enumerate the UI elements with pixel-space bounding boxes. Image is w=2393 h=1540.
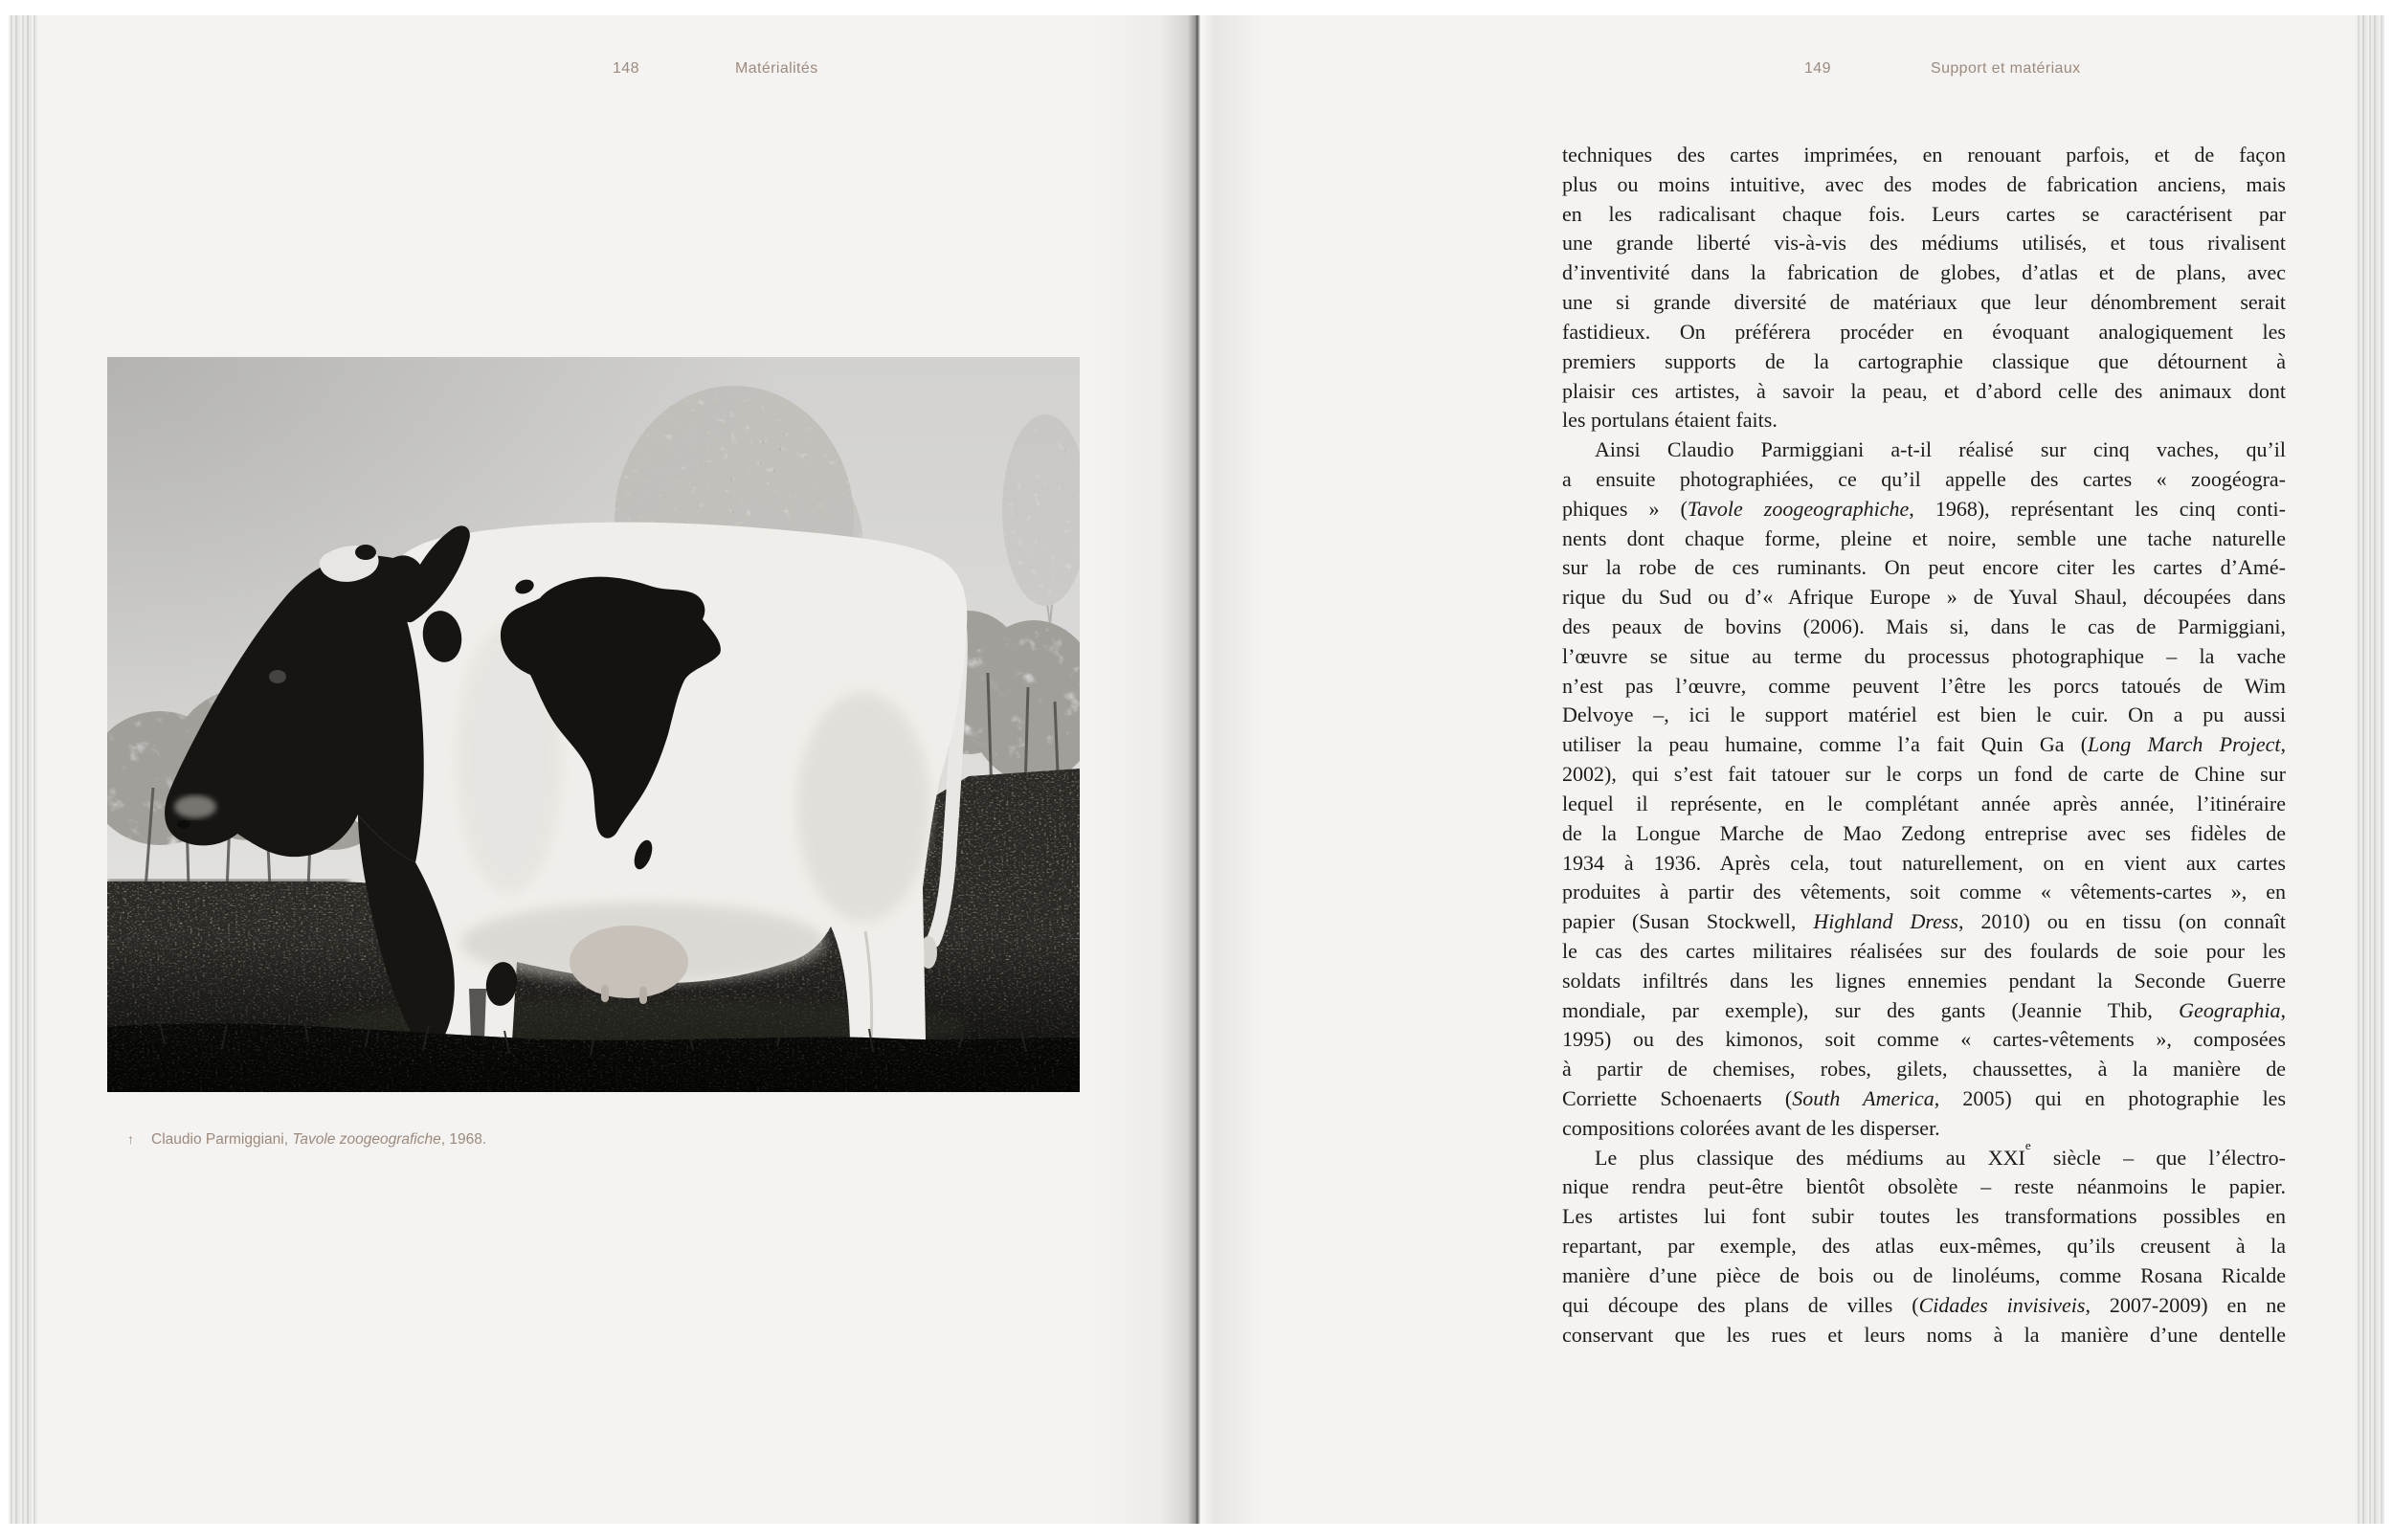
body-line: les portulans étaient faits.	[1562, 408, 1778, 433]
body-line: phiques » (Tavole zoogeographiche, 1968), représentant les cinq conti-	[1562, 496, 2286, 521]
body-line: conservant que les rues et leurs noms à la manière d’une dentelle	[1562, 1322, 2286, 1347]
body-line: d’inventivité dans la fabrication de globes, d’atlas et de plans, avec	[1562, 260, 2286, 285]
body-line: nique rendra peut-être bientôt obsolète – reste néanmoins le papier.	[1562, 1174, 2286, 1199]
body-line: plus ou moins intuitive, avec des modes de fabrication anciens, mais	[1562, 171, 2286, 196]
body-line: Le plus classique des médiums au XXIe siècle – que l’électro-	[1595, 1143, 2286, 1170]
right-page	[1197, 15, 2356, 1524]
body-text	[1562, 141, 2286, 1350]
body-line: Corriette Schoenaerts (South America, 2005) qui en photographie les	[1562, 1086, 2286, 1110]
body-line: soldats infiltrés dans les lignes ennemies pendant la Seconde Guerre	[1562, 968, 2286, 993]
body-line: plaisir ces artistes, à savoir la peau, et d’abord celle des animaux dont	[1562, 378, 2286, 403]
left-running-head: Matérialités	[735, 60, 818, 77]
body-line: Les artistes lui font subir toutes les transformations possibles en	[1562, 1204, 2286, 1229]
body-line: repartant, par exemple, des atlas eux-mêmes, qu’ils creusent à la	[1562, 1234, 2286, 1259]
body-line: techniques des cartes imprimées, en renouant parfois, et de façon	[1562, 143, 2286, 167]
body-line: Ainsi Claudio Parmiggiani a-t-il réalisé sur cinq vaches, qu’il	[1595, 437, 2286, 462]
body-line: qui découpe des plans de villes (Cidades invisiveis, 2007-2009) en ne	[1562, 1292, 2286, 1317]
right-running-head: Support et matériaux	[1931, 60, 2081, 77]
body-line: une grande liberté vis-à-vis des médiums utilisés, et tous rivalisent	[1562, 231, 2286, 256]
cow-eye	[269, 670, 286, 683]
body-line: rique du Sud ou d’« Afrique Europe » de Yuval Shaul, découpées dans	[1562, 585, 2286, 610]
body-line: papier (Susan Stockwell, Highland Dress, 2010) ou en tissu (on connaît	[1562, 909, 2286, 934]
udder-teat	[639, 987, 647, 1004]
muzzle-sheen	[174, 795, 216, 818]
body-line: 1934 à 1936. Après cela, tout naturellement, on en vient aux cartes	[1562, 850, 2286, 875]
body-line: sur la robe de ces ruminants. On peut encore citer les cartes d’Amé-	[1562, 555, 2286, 580]
right-page-edges	[2356, 15, 2384, 1524]
body-line: à partir de chemises, robes, gilets, chaussettes, à la manière de	[1562, 1057, 2286, 1082]
body-line: manière d’une pièce de bois ou de linoléums, comme Rosana Ricalde	[1562, 1262, 2286, 1287]
body-line: Delvoye –, ici le support matériel est bien le cuir. On a pu aussi	[1562, 703, 2286, 727]
body-line: l’œuvre se situe au terme du processus photographique – la vache	[1562, 643, 2286, 668]
body-line: mondiale, par exemple), sur des gants (Jeannie Thib, Geographia,	[1562, 997, 2286, 1022]
left-folio-number: 148	[613, 60, 639, 77]
body-line: a ensuite photographiées, ce qu’il appelle des cartes « zoogéogra-	[1562, 466, 2286, 491]
body-line: nents dont chaque forme, pleine et noire, semble une tache naturelle	[1562, 525, 2286, 550]
body-line: le cas des cartes militaires réalisées sur des foulards de soie pour les	[1562, 938, 2286, 963]
body-line: une si grande diversité de matériaux que leur dénombrement serait	[1562, 290, 2286, 315]
hindquarter-shading	[796, 692, 930, 922]
body-line: de la Longue Marche de Mao Zedong entreprise avec ses fidèles de	[1562, 820, 2286, 845]
body-line: n’est pas l’œuvre, comme peuvent l’être les porcs tatoués de Wim	[1562, 673, 2286, 698]
cow-udder	[570, 926, 688, 998]
body-line: compositions colorées avant de les disperser.	[1562, 1115, 1940, 1140]
body-line: produites à partir des vêtements, soit comme « vêtements-cartes », en	[1562, 880, 2286, 904]
nostril	[177, 820, 190, 828]
right-folio-number: 149	[1804, 60, 1831, 77]
body-line: fastidieux. On préférera procéder en évoquant analogiquement les	[1562, 319, 2286, 344]
udder-teat	[601, 985, 609, 1002]
caption-text: Claudio Parmiggiani, Tavole zoogeografiche, 1968.	[151, 1131, 487, 1148]
body-line: 1995) ou des kimonos, soit comme « cartes-vêtements », composées	[1562, 1027, 2286, 1052]
left-page	[37, 15, 1197, 1524]
caption-arrow-icon: ↑	[127, 1131, 134, 1147]
caption	[127, 1131, 486, 1149]
body-line: premiers supports de la cartographie classique que détournent à	[1562, 348, 2286, 373]
body-line: 2002), qui s’est fait tatouer sur le corps un fond de carte de Chine sur	[1562, 762, 2286, 787]
body-line: utiliser la peau humaine, comme l’a fait Quin Ga (Long March Project,	[1562, 732, 2286, 757]
body-line: en les radicalisant chaque fois. Leurs cartes se caractérisent par	[1562, 201, 2286, 226]
left-page-edges	[9, 15, 37, 1524]
cow-photograph	[107, 357, 1080, 1092]
body-line: des peaux de bovins (2006). Mais si, dans le cas de Parmiggiani,	[1562, 614, 2286, 638]
body-line: lequel il représente, en le complétant année après année, l’itinéraire	[1562, 791, 2286, 815]
